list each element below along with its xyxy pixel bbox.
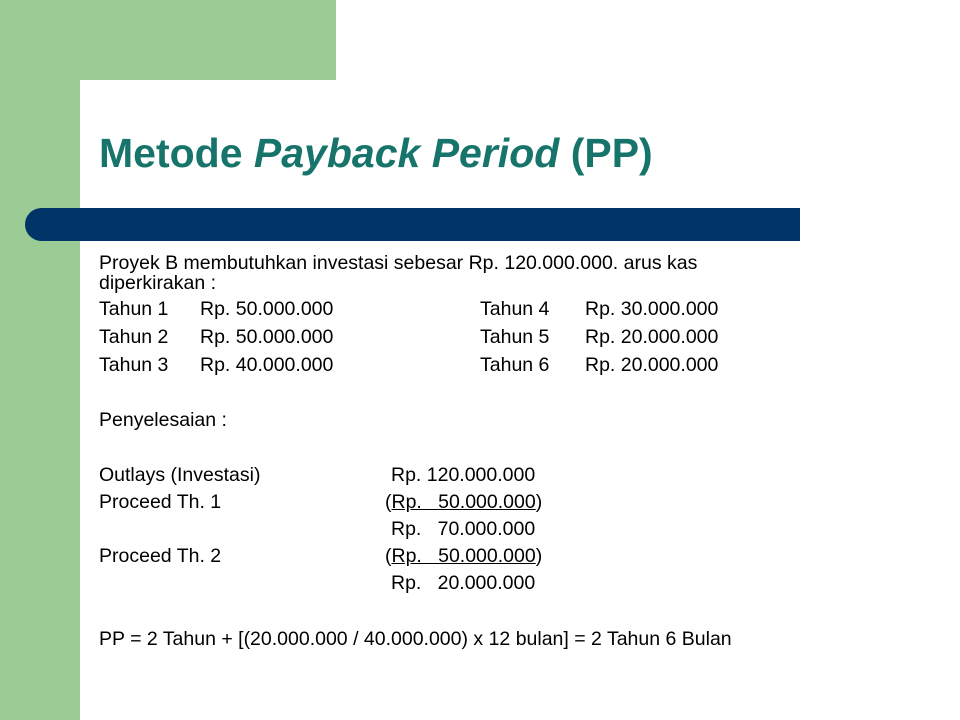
- open-paren: (: [385, 491, 392, 513]
- cashflow-year-1: Tahun 1: [99, 298, 169, 320]
- proceed-2-value: [385, 545, 542, 567]
- cashflow-year-2: Tahun 2: [99, 326, 169, 348]
- cashflow-amount-2: Rp. 50.000.000: [200, 326, 334, 348]
- intro-line-2: diperkirakan :: [99, 272, 217, 294]
- proceed-2-label: Proceed Th. 2: [99, 545, 222, 567]
- cashflow-amount-5: Rp. 20.000.000: [585, 326, 719, 348]
- open-paren: (: [385, 545, 392, 567]
- slide-title: [99, 130, 653, 177]
- title-underline-bar: [25, 208, 800, 241]
- outlays-label: Outlays (Investasi): [99, 464, 261, 486]
- intro-text: [99, 253, 697, 293]
- cashflow-year-3: Tahun 3: [99, 354, 169, 376]
- cashflow-amount-3: Rp. 40.000.000: [200, 354, 334, 376]
- intro-line-1: Proyek B membutuhkan investasi sebesar Rp. 120.000.000. arus kas: [99, 252, 698, 274]
- cashflow-year-5: Tahun 5: [480, 326, 550, 348]
- outlays-value: Rp. 120.000.000: [391, 464, 536, 486]
- close-paren: ): [535, 545, 543, 567]
- title-prefix: Metode: [99, 130, 254, 176]
- close-paren: ): [535, 491, 543, 513]
- proceed-1-label: Proceed Th. 1: [99, 491, 222, 513]
- remaining-2-value: Rp. 20.000.000: [391, 572, 536, 594]
- remaining-1-value: Rp. 70.000.000: [391, 518, 536, 540]
- formula: PP = 2 Tahun + [(20.000.000 / 40.000.000) x 12 bulan] = 2 Tahun 6 Bulan: [99, 628, 732, 650]
- cashflow-amount-6: Rp. 20.000.000: [585, 354, 719, 376]
- decor-green-left: [0, 0, 80, 720]
- proceed-1-value: [385, 491, 542, 513]
- title-suffix: (PP): [559, 130, 653, 176]
- cashflow-amount-4: Rp. 30.000.000: [585, 298, 719, 320]
- solution-label: Penyelesaian :: [99, 409, 227, 431]
- title-italic: Payback Period: [253, 130, 560, 176]
- proceed-2-amount: Rp. 50.000.000: [391, 545, 536, 567]
- cashflow-year-6: Tahun 6: [480, 354, 550, 376]
- cashflow-amount-1: Rp. 50.000.000: [200, 298, 334, 320]
- proceed-1-amount: Rp. 50.000.000: [391, 491, 536, 513]
- cashflow-year-4: Tahun 4: [480, 298, 550, 320]
